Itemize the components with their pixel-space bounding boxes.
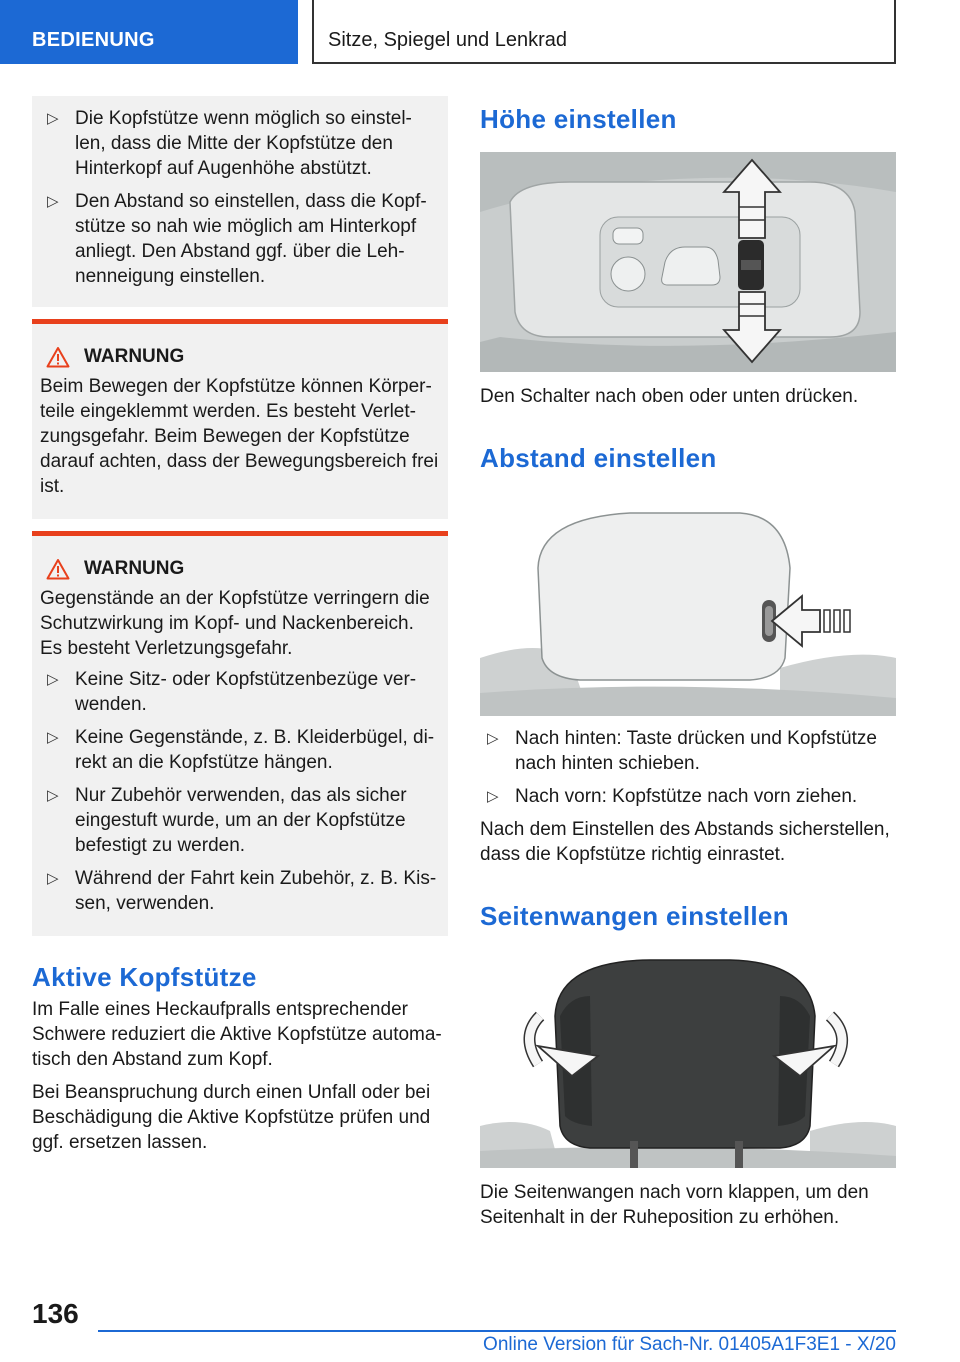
headrest-side-wings-illustration [480, 956, 896, 1168]
triangle-right-icon: ▷ [47, 110, 59, 127]
warning-box-1 [32, 319, 448, 519]
triangle-right-icon: ▷ [47, 193, 59, 210]
figure-distance [480, 508, 896, 716]
list-item: ▷ Nach hinten: Taste drücken und Kopfstütze nach hinten schieben. [487, 728, 877, 774]
triangle-right-icon: ▷ [47, 671, 59, 688]
section-heading-abstand: Abstand einstellen [480, 443, 717, 473]
warning-list [40, 667, 440, 916]
right-column [480, 96, 896, 1230]
left-column [32, 96, 448, 1155]
triangle-right-icon: ▷ [47, 787, 59, 804]
list-item: ▷ Während der Fahrt kein Zubehör, z. B. Kis-sen, verwenden. [47, 868, 437, 914]
list-item: ▷ Keine Gegenstände, z. B. Kleiderbügel, di-rekt an die Kopfstütze hängen. [47, 727, 435, 773]
paragraph: Nach dem Einstellen des Abstands sicherstellen, dass die Kopfstütze richtig einrastet. [480, 819, 890, 865]
intro-box [32, 96, 448, 307]
warning-triangle-icon [46, 558, 70, 580]
section-heading-hoehe: Höhe einstellen [480, 104, 677, 134]
warning-text: Beim Bewegen der Kopfstütze können Körper-teile eingeklemmt werden. Es besteht Verlet-zungsgefahr. Beim Bewegen der Kopfstütze darauf achten, dass der Bewegungsbereich frei ist. [40, 376, 439, 497]
intro-list [40, 106, 440, 289]
seat-switch-illustration [480, 152, 896, 372]
section-heading-seitenwangen: Seitenwangen einstellen [480, 901, 789, 931]
warning-title: WARNUNG [40, 346, 440, 368]
list-item: ▷ Nach vorn: Kopfstütze nach vorn ziehen. [487, 786, 858, 807]
section-heading-aktive-kopfstuetze: Aktive Kopfstütze [32, 962, 257, 992]
chapter-tab: BEDIENUNG [0, 0, 298, 64]
list-item: ▷ Keine Sitz- oder Kopfstützenbezüge ver-wenden. [47, 669, 417, 715]
triangle-right-icon: ▷ [487, 788, 499, 805]
triangle-right-icon: ▷ [47, 729, 59, 746]
footer-divider [98, 1330, 896, 1332]
figure-side-wings [480, 956, 896, 1168]
list-item: ▷ Nur Zubehör verwenden, das als sicher eingestuft wurde, um an der Kopfstütze befestigt zu werden. [47, 785, 407, 856]
list-item: ▷ Den Abstand so einstellen, dass die Kopf-stütze so nah wie möglich am Hinterkopf anliegt. Den Abstand ggf. über die Leh-nenneigung einstellen. [47, 191, 427, 287]
distance-list [480, 726, 896, 809]
headrest-distance-illustration [480, 508, 896, 716]
page-number: 136 [32, 1298, 79, 1329]
online-version-link[interactable]: Online Version für Sach-Nr. 01405A1F3E1 - X/20 [483, 1334, 896, 1355]
warning-box-2 [32, 531, 448, 936]
warning-title: WARNUNG [40, 558, 440, 580]
paragraph: Im Falle eines Heckaufpralls entsprechender Schwere reduziert die Aktive Kopfstütze automa-tisch den Abstand zum Kopf. [32, 999, 442, 1070]
warning-triangle-icon [46, 346, 70, 368]
figure-height-switch [480, 152, 896, 372]
warning-text: Gegenstände an der Kopfstütze verringern die Schutzwirkung im Kopf- und Nackenbereich. Es besteht Verletzungsgefahr. [40, 588, 430, 659]
triangle-right-icon: ▷ [487, 730, 499, 747]
figure-caption: Den Schalter nach oben oder unten drücken. [480, 386, 859, 407]
section-title: Sitze, Spiegel und Lenkrad [312, 0, 896, 64]
paragraph: Bei Beanspruchung durch einen Unfall oder bei Beschädigung die Aktive Kopfstütze prüfen und ggf. ersetzen lassen. [32, 1082, 431, 1153]
list-item: ▷ Die Kopfstütze wenn möglich so einstel-len, dass die Mitte der Kopfstütze den Hinterkopf auf Augenhöhe abstützt. [47, 108, 412, 179]
figure-caption: Die Seitenwangen nach vorn klappen, um den Seitenhalt in der Ruheposition zu erhöhen. [480, 1182, 869, 1228]
triangle-right-icon: ▷ [47, 870, 59, 887]
